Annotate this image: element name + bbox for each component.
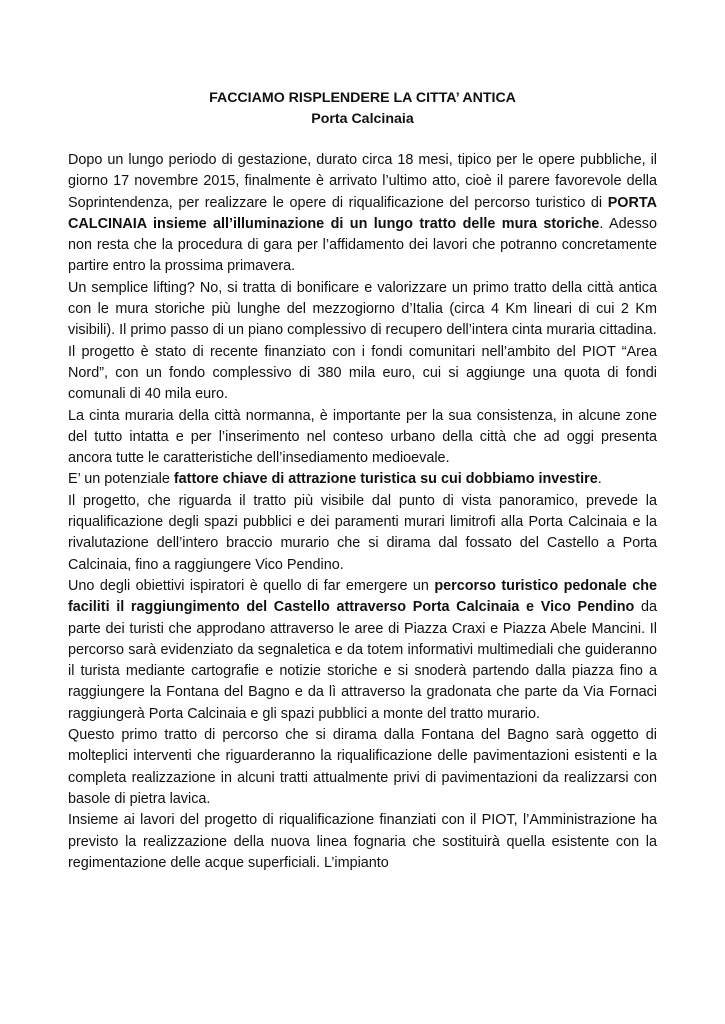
paragraph-3: Il progetto è stato di recente finanziato con i fondi comunitari nell’ambito del PIOT “Area Nord”, con un fondo complessivo di 380 mila euro, cui si aggiunge una quota di fondi comunali di 40 mila euro. [68, 343, 657, 403]
paragraph-7 [68, 576, 657, 725]
paragraph-1 [68, 150, 657, 278]
paragraph-5-text-a: E’ un potenziale [68, 471, 174, 488]
paragraph-9: Insieme ai lavori del progetto di riqualificazione finanziati con il PIOT, l’Amministrazione ha previsto la realizzazione della nuova linea fognaria che sostituirà quella esistente con la regimentazione delle acque superficiali. L’impianto [68, 812, 657, 871]
paragraph-7-text-a: Uno degli obiettivi ispiratori è quello di far emergere un [68, 577, 435, 594]
paragraph-5 [68, 469, 657, 490]
document-header [68, 88, 657, 130]
paragraph-1-text-c: . Adesso non resta che la procedura di gara per l’affidamento dei lavori che potranno concretamente partire entro la prossima primavera. [68, 215, 657, 275]
paragraph-8: Questo primo tratto di percorso che si dirama dalla Fontana del Bagno sarà oggetto di molteplici interventi che riguarderanno la riqualificazione delle pavimentazioni esistenti e la completa realizzazione in alcuni tratti attualmente privi di pavimentazioni da realizzarsi con basole di pietra lavica. [68, 727, 657, 807]
document-title: FACCIAMO RISPLENDERE LA CITTA’ ANTICA [209, 90, 516, 106]
document-subtitle: Porta Calcinaia [311, 111, 414, 127]
paragraph-7-bold: percorso turistico pedonale che faciliti il raggiungimento del Castello attraverso Porta Calcinaia e Vico Pendino [68, 577, 657, 616]
paragraph-5-text-c: . [597, 471, 602, 488]
paragraph-6: Il progetto, che riguarda il tratto più visibile dal punto di vista panoramico, prevede la riqualificazione degli spazi pubblici e dei paramenti murari limitrofi alla Porta Calcinaia e la rivalutazione dell’intero braccio murario che si dirama dal fossato del Castello a Porta Calcinaia, fino a raggiungere Vico Pendino. [68, 492, 657, 573]
document-body [68, 150, 657, 874]
paragraph-1-bold: PORTA CALCINAIA insieme all’illuminazione di un lungo tratto delle mura storiche [68, 194, 657, 232]
paragraph-7-text-c: da parte dei turisti che approdano attraverso le aree di Piazza Craxi e Piazza Abele Mancini. Il percorso sarà evidenziato da segnaletica e da totem informativi multimediali che guideranno il turista mediante cartografie e notizie storiche e si snoderà partendo dalla piazza fino a raggiungere la Fontana del Bagno e da lì attraverso la gradonata che parte da Via Fornaci raggiungerà Porta Calcinaia e gli spazi pubblici a monte del tratto murario. [68, 599, 657, 722]
paragraph-1-text-a: Dopo un lungo periodo di gestazione, durato circa 18 mesi, tipico per le opere pubbliche, il giorno 17 novembre 2015, finalmente è arrivato l’ultimo atto, cioè il parere favorevole della Soprintendenza, per realizzare le opere di riqualificazione del percorso turistico di [68, 152, 657, 211]
paragraph-5-bold: fattore chiave di attrazione turistica su cui dobbiamo investire [173, 471, 598, 488]
paragraph-4: La cinta muraria della città normanna, è importante per la sua consistenza, in alcune zone del tutto intatta e per l’inserimento nel conteso urbano della città che ad oggi presenta ancora tutte le caratteristiche dell’insediamento medioevale. [68, 407, 657, 467]
paragraph-2: Un semplice lifting? No, si tratta di bonificare e valorizzare un primo tratto della città antica con le mura storiche più lunghe del mezzogiorno d’Italia (circa 4 Km lineari di cui 2 Km visibili). Il primo passo di un piano complessivo di recupero dell’intera cinta muraria cittadina. [68, 279, 657, 339]
